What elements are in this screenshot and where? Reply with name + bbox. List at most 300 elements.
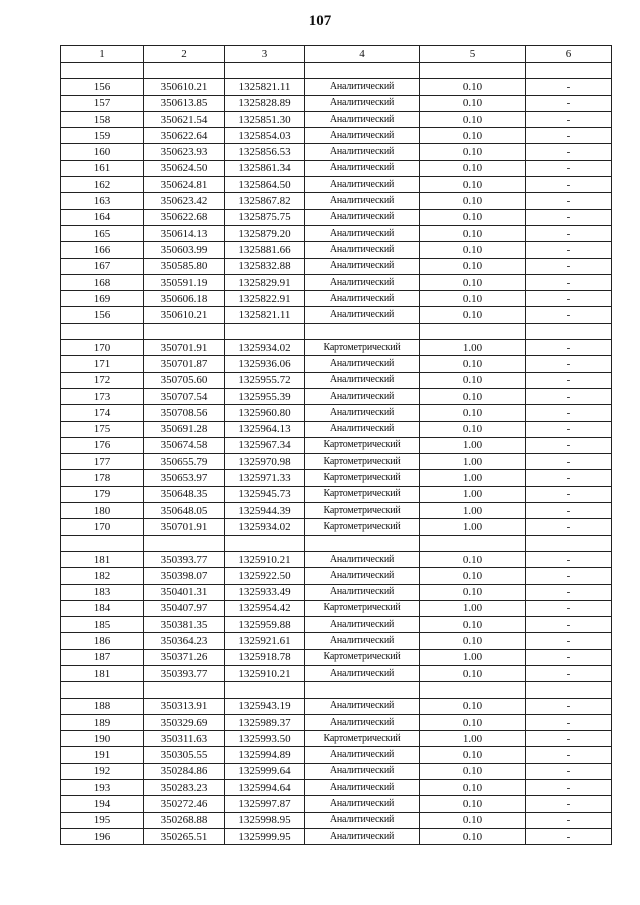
empty-cell — [420, 323, 526, 339]
table-row — [61, 79, 612, 95]
method-cell: Картометрический — [305, 486, 420, 502]
note-cell: - — [526, 274, 612, 290]
table-row — [61, 503, 612, 519]
point-number-cell: 177 — [61, 454, 144, 470]
point-number-cell: 160 — [61, 144, 144, 160]
point-number-cell: 192 — [61, 763, 144, 779]
method-cell: Аналитический — [305, 225, 420, 241]
accuracy-cell: 1.00 — [420, 600, 526, 616]
coord-y-cell: 1325828.89 — [225, 95, 305, 111]
empty-cell — [61, 535, 144, 551]
empty-cell — [144, 323, 225, 339]
coord-x-cell: 350313.91 — [144, 698, 225, 714]
table-row — [61, 177, 612, 193]
coord-y-cell: 1325854.03 — [225, 128, 305, 144]
table-row — [61, 714, 612, 730]
method-cell: Аналитический — [305, 128, 420, 144]
column-header-1: 1 — [61, 46, 144, 63]
method-cell: Аналитический — [305, 388, 420, 404]
empty-cell — [225, 535, 305, 551]
empty-cell — [420, 535, 526, 551]
table-row — [61, 780, 612, 796]
point-number-cell: 193 — [61, 780, 144, 796]
table-row — [61, 437, 612, 453]
method-cell: Картометрический — [305, 454, 420, 470]
column-header-2: 2 — [144, 46, 225, 63]
coord-x-cell: 350329.69 — [144, 714, 225, 730]
table-row — [61, 665, 612, 681]
table-row — [61, 307, 612, 323]
column-header-6: 6 — [526, 46, 612, 63]
table-row — [61, 128, 612, 144]
table-row — [61, 633, 612, 649]
empty-cell — [305, 535, 420, 551]
coord-x-cell: 350393.77 — [144, 665, 225, 681]
note-cell: - — [526, 633, 612, 649]
empty-cell — [61, 63, 144, 79]
accuracy-cell: 0.10 — [420, 714, 526, 730]
note-cell: - — [526, 486, 612, 502]
note-cell: - — [526, 340, 612, 356]
table-row — [61, 160, 612, 176]
coord-y-cell: 1325955.72 — [225, 372, 305, 388]
point-number-cell: 195 — [61, 812, 144, 828]
note-cell: - — [526, 747, 612, 763]
coord-y-cell: 1325851.30 — [225, 111, 305, 127]
table-row — [61, 421, 612, 437]
point-number-cell: 170 — [61, 340, 144, 356]
point-number-cell: 165 — [61, 225, 144, 241]
coord-x-cell: 350624.50 — [144, 160, 225, 176]
accuracy-cell: 1.00 — [420, 437, 526, 453]
table-row — [61, 225, 612, 241]
point-number-cell: 178 — [61, 470, 144, 486]
accuracy-cell: 0.10 — [420, 356, 526, 372]
coord-y-cell: 1325967.34 — [225, 437, 305, 453]
coord-y-cell: 1325994.64 — [225, 780, 305, 796]
coord-x-cell: 350364.23 — [144, 633, 225, 649]
table-row — [61, 584, 612, 600]
coord-y-cell: 1325861.34 — [225, 160, 305, 176]
accuracy-cell: 0.10 — [420, 144, 526, 160]
coord-y-cell: 1325832.88 — [225, 258, 305, 274]
method-cell: Аналитический — [305, 79, 420, 95]
note-cell: - — [526, 421, 612, 437]
note-cell: - — [526, 177, 612, 193]
table-row — [61, 763, 612, 779]
method-cell: Аналитический — [305, 405, 420, 421]
accuracy-cell: 0.10 — [420, 291, 526, 307]
method-cell: Аналитический — [305, 356, 420, 372]
coord-x-cell: 350648.05 — [144, 503, 225, 519]
table-row — [61, 405, 612, 421]
coord-y-cell: 1325864.50 — [225, 177, 305, 193]
coord-y-cell: 1325971.33 — [225, 470, 305, 486]
method-cell: Картометрический — [305, 519, 420, 535]
point-number-cell: 159 — [61, 128, 144, 144]
coord-y-cell: 1325875.75 — [225, 209, 305, 225]
accuracy-cell: 0.10 — [420, 405, 526, 421]
method-cell: Аналитический — [305, 584, 420, 600]
coord-x-cell: 350701.87 — [144, 356, 225, 372]
note-cell: - — [526, 144, 612, 160]
accuracy-cell: 0.10 — [420, 258, 526, 274]
point-number-cell: 172 — [61, 372, 144, 388]
point-number-cell: 157 — [61, 95, 144, 111]
column-header-5: 5 — [420, 46, 526, 63]
note-cell: - — [526, 95, 612, 111]
coord-x-cell: 350622.64 — [144, 128, 225, 144]
point-number-cell: 156 — [61, 79, 144, 95]
method-cell: Аналитический — [305, 144, 420, 160]
coord-x-cell: 350591.19 — [144, 274, 225, 290]
coord-y-cell: 1325821.11 — [225, 307, 305, 323]
method-cell: Аналитический — [305, 714, 420, 730]
method-cell: Аналитический — [305, 633, 420, 649]
table-row — [61, 747, 612, 763]
table-row — [61, 731, 612, 747]
separator-row — [61, 63, 612, 79]
note-cell: - — [526, 763, 612, 779]
point-number-cell: 156 — [61, 307, 144, 323]
accuracy-cell: 0.10 — [420, 421, 526, 437]
coord-x-cell: 350691.28 — [144, 421, 225, 437]
accuracy-cell: 1.00 — [420, 486, 526, 502]
point-number-cell: 164 — [61, 209, 144, 225]
method-cell: Аналитический — [305, 747, 420, 763]
point-number-cell: 191 — [61, 747, 144, 763]
table-row — [61, 568, 612, 584]
coord-x-cell: 350305.55 — [144, 747, 225, 763]
point-number-cell: 171 — [61, 356, 144, 372]
method-cell: Аналитический — [305, 193, 420, 209]
coord-x-cell: 350653.97 — [144, 470, 225, 486]
empty-cell — [225, 63, 305, 79]
coord-y-cell: 1325867.82 — [225, 193, 305, 209]
coord-y-cell: 1325944.39 — [225, 503, 305, 519]
coord-x-cell: 350265.51 — [144, 828, 225, 844]
method-cell: Аналитический — [305, 617, 420, 633]
empty-cell — [526, 535, 612, 551]
table-row — [61, 796, 612, 812]
table-row — [61, 470, 612, 486]
accuracy-cell: 0.10 — [420, 307, 526, 323]
coord-y-cell: 1325936.06 — [225, 356, 305, 372]
coord-x-cell: 350610.21 — [144, 79, 225, 95]
accuracy-cell: 0.10 — [420, 160, 526, 176]
accuracy-cell: 0.10 — [420, 388, 526, 404]
accuracy-cell: 0.10 — [420, 242, 526, 258]
coord-y-cell: 1325989.37 — [225, 714, 305, 730]
method-cell: Аналитический — [305, 780, 420, 796]
note-cell: - — [526, 796, 612, 812]
method-cell: Аналитический — [305, 568, 420, 584]
empty-cell — [61, 682, 144, 698]
accuracy-cell: 0.10 — [420, 796, 526, 812]
note-cell: - — [526, 584, 612, 600]
note-cell: - — [526, 160, 612, 176]
note-cell: - — [526, 307, 612, 323]
accuracy-cell: 1.00 — [420, 731, 526, 747]
empty-cell — [305, 63, 420, 79]
coord-x-cell: 350407.97 — [144, 600, 225, 616]
point-number-cell: 166 — [61, 242, 144, 258]
note-cell: - — [526, 519, 612, 535]
coord-y-cell: 1325943.19 — [225, 698, 305, 714]
note-cell: - — [526, 828, 612, 844]
table-row — [61, 649, 612, 665]
note-cell: - — [526, 568, 612, 584]
table-row — [61, 340, 612, 356]
method-cell: Картометрический — [305, 503, 420, 519]
accuracy-cell: 0.10 — [420, 617, 526, 633]
accuracy-cell: 0.10 — [420, 193, 526, 209]
table-row — [61, 551, 612, 567]
empty-cell — [225, 323, 305, 339]
empty-cell — [526, 63, 612, 79]
method-cell: Аналитический — [305, 95, 420, 111]
coord-y-cell: 1325933.49 — [225, 584, 305, 600]
point-number-cell: 181 — [61, 665, 144, 681]
point-number-cell: 183 — [61, 584, 144, 600]
separator-row — [61, 682, 612, 698]
coord-y-cell: 1325999.64 — [225, 763, 305, 779]
coord-x-cell: 350623.93 — [144, 144, 225, 160]
coord-x-cell: 350606.18 — [144, 291, 225, 307]
method-cell: Аналитический — [305, 274, 420, 290]
accuracy-cell: 0.10 — [420, 128, 526, 144]
table-row — [61, 193, 612, 209]
point-number-cell: 167 — [61, 258, 144, 274]
table-row — [61, 242, 612, 258]
method-cell: Аналитический — [305, 258, 420, 274]
table-row — [61, 372, 612, 388]
accuracy-cell: 0.10 — [420, 274, 526, 290]
point-number-cell: 161 — [61, 160, 144, 176]
table-row — [61, 454, 612, 470]
point-number-cell: 184 — [61, 600, 144, 616]
note-cell: - — [526, 111, 612, 127]
method-cell: Аналитический — [305, 421, 420, 437]
note-cell: - — [526, 242, 612, 258]
accuracy-cell: 1.00 — [420, 503, 526, 519]
point-number-cell: 176 — [61, 437, 144, 453]
accuracy-cell: 1.00 — [420, 649, 526, 665]
note-cell: - — [526, 193, 612, 209]
point-number-cell: 186 — [61, 633, 144, 649]
coord-y-cell: 1325829.91 — [225, 274, 305, 290]
coord-y-cell: 1325881.66 — [225, 242, 305, 258]
note-cell: - — [526, 372, 612, 388]
note-cell: - — [526, 356, 612, 372]
note-cell: - — [526, 812, 612, 828]
table-row — [61, 600, 612, 616]
coord-x-cell: 350268.88 — [144, 812, 225, 828]
coordinates-table — [60, 45, 612, 845]
table-row — [61, 356, 612, 372]
table-row — [61, 617, 612, 633]
page-number: 107 — [308, 13, 332, 29]
accuracy-cell: 0.10 — [420, 763, 526, 779]
coord-y-cell: 1325910.21 — [225, 665, 305, 681]
coord-x-cell: 350613.85 — [144, 95, 225, 111]
method-cell: Аналитический — [305, 812, 420, 828]
point-number-cell: 174 — [61, 405, 144, 421]
method-cell: Аналитический — [305, 111, 420, 127]
coord-x-cell: 350401.31 — [144, 584, 225, 600]
accuracy-cell: 0.10 — [420, 111, 526, 127]
empty-cell — [420, 682, 526, 698]
note-cell: - — [526, 714, 612, 730]
coord-y-cell: 1325856.53 — [225, 144, 305, 160]
accuracy-cell: 0.10 — [420, 584, 526, 600]
table-row — [61, 519, 612, 535]
accuracy-cell: 1.00 — [420, 340, 526, 356]
coord-y-cell: 1325999.95 — [225, 828, 305, 844]
coord-x-cell: 350708.56 — [144, 405, 225, 421]
method-cell: Аналитический — [305, 177, 420, 193]
method-cell: Аналитический — [305, 160, 420, 176]
point-number-cell: 158 — [61, 111, 144, 127]
coord-x-cell: 350655.79 — [144, 454, 225, 470]
coord-x-cell: 350705.60 — [144, 372, 225, 388]
empty-cell — [225, 682, 305, 698]
point-number-cell: 163 — [61, 193, 144, 209]
coord-x-cell: 350623.42 — [144, 193, 225, 209]
coord-x-cell: 350393.77 — [144, 551, 225, 567]
coord-y-cell: 1325994.89 — [225, 747, 305, 763]
accuracy-cell: 0.10 — [420, 812, 526, 828]
method-cell: Картометрический — [305, 731, 420, 747]
table-row — [61, 388, 612, 404]
point-number-cell: 190 — [61, 731, 144, 747]
empty-cell — [420, 63, 526, 79]
point-number-cell: 173 — [61, 388, 144, 404]
note-cell: - — [526, 665, 612, 681]
table-row — [61, 95, 612, 111]
note-cell: - — [526, 454, 612, 470]
note-cell: - — [526, 128, 612, 144]
method-cell: Аналитический — [305, 242, 420, 258]
coord-y-cell: 1325964.13 — [225, 421, 305, 437]
column-header-4: 4 — [305, 46, 420, 63]
method-cell: Аналитический — [305, 763, 420, 779]
note-cell: - — [526, 79, 612, 95]
separator-row — [61, 323, 612, 339]
accuracy-cell: 0.10 — [420, 225, 526, 241]
note-cell: - — [526, 551, 612, 567]
point-number-cell: 162 — [61, 177, 144, 193]
method-cell: Аналитический — [305, 291, 420, 307]
accuracy-cell: 0.10 — [420, 568, 526, 584]
table-row — [61, 698, 612, 714]
coord-y-cell: 1325970.98 — [225, 454, 305, 470]
accuracy-cell: 1.00 — [420, 519, 526, 535]
note-cell: - — [526, 649, 612, 665]
coord-x-cell: 350701.91 — [144, 340, 225, 356]
coord-x-cell: 350284.86 — [144, 763, 225, 779]
coord-x-cell: 350381.35 — [144, 617, 225, 633]
point-number-cell: 179 — [61, 486, 144, 502]
empty-cell — [61, 323, 144, 339]
point-number-cell: 169 — [61, 291, 144, 307]
note-cell: - — [526, 388, 612, 404]
accuracy-cell: 0.10 — [420, 828, 526, 844]
coord-x-cell: 350272.46 — [144, 796, 225, 812]
accuracy-cell: 0.10 — [420, 372, 526, 388]
table-row — [61, 486, 612, 502]
method-cell: Аналитический — [305, 665, 420, 681]
accuracy-cell: 0.10 — [420, 209, 526, 225]
note-cell: - — [526, 600, 612, 616]
empty-cell — [526, 682, 612, 698]
accuracy-cell: 1.00 — [420, 454, 526, 470]
coord-x-cell: 350398.07 — [144, 568, 225, 584]
coord-y-cell: 1325959.88 — [225, 617, 305, 633]
note-cell: - — [526, 617, 612, 633]
table-body — [61, 63, 612, 845]
coord-x-cell: 350585.80 — [144, 258, 225, 274]
coord-y-cell: 1325918.78 — [225, 649, 305, 665]
coord-y-cell: 1325960.80 — [225, 405, 305, 421]
method-cell: Аналитический — [305, 209, 420, 225]
point-number-cell: 175 — [61, 421, 144, 437]
point-number-cell: 194 — [61, 796, 144, 812]
table-row — [61, 291, 612, 307]
coord-x-cell: 350624.81 — [144, 177, 225, 193]
coord-y-cell: 1325934.02 — [225, 340, 305, 356]
method-cell: Картометрический — [305, 470, 420, 486]
table-row — [61, 258, 612, 274]
method-cell: Аналитический — [305, 796, 420, 812]
coord-y-cell: 1325945.73 — [225, 486, 305, 502]
method-cell: Аналитический — [305, 828, 420, 844]
note-cell: - — [526, 698, 612, 714]
note-cell: - — [526, 731, 612, 747]
method-cell: Аналитический — [305, 372, 420, 388]
point-number-cell: 189 — [61, 714, 144, 730]
coord-y-cell: 1325922.50 — [225, 568, 305, 584]
note-cell: - — [526, 437, 612, 453]
note-cell: - — [526, 291, 612, 307]
note-cell: - — [526, 470, 612, 486]
point-number-cell: 182 — [61, 568, 144, 584]
method-cell: Аналитический — [305, 698, 420, 714]
note-cell: - — [526, 258, 612, 274]
method-cell: Картометрический — [305, 649, 420, 665]
table-row — [61, 111, 612, 127]
empty-cell — [305, 323, 420, 339]
coord-x-cell: 350621.54 — [144, 111, 225, 127]
table-row — [61, 144, 612, 160]
empty-cell — [144, 535, 225, 551]
coord-y-cell: 1325822.91 — [225, 291, 305, 307]
coord-y-cell: 1325955.39 — [225, 388, 305, 404]
column-header-3: 3 — [225, 46, 305, 63]
accuracy-cell: 0.10 — [420, 665, 526, 681]
coord-y-cell: 1325993.50 — [225, 731, 305, 747]
note-cell: - — [526, 503, 612, 519]
coord-y-cell: 1325997.87 — [225, 796, 305, 812]
coord-x-cell: 350371.26 — [144, 649, 225, 665]
coord-x-cell: 350283.23 — [144, 780, 225, 796]
method-cell: Аналитический — [305, 551, 420, 567]
separator-row — [61, 535, 612, 551]
coord-x-cell: 350622.68 — [144, 209, 225, 225]
accuracy-cell: 0.10 — [420, 551, 526, 567]
accuracy-cell: 0.10 — [420, 780, 526, 796]
method-cell: Аналитический — [305, 307, 420, 323]
